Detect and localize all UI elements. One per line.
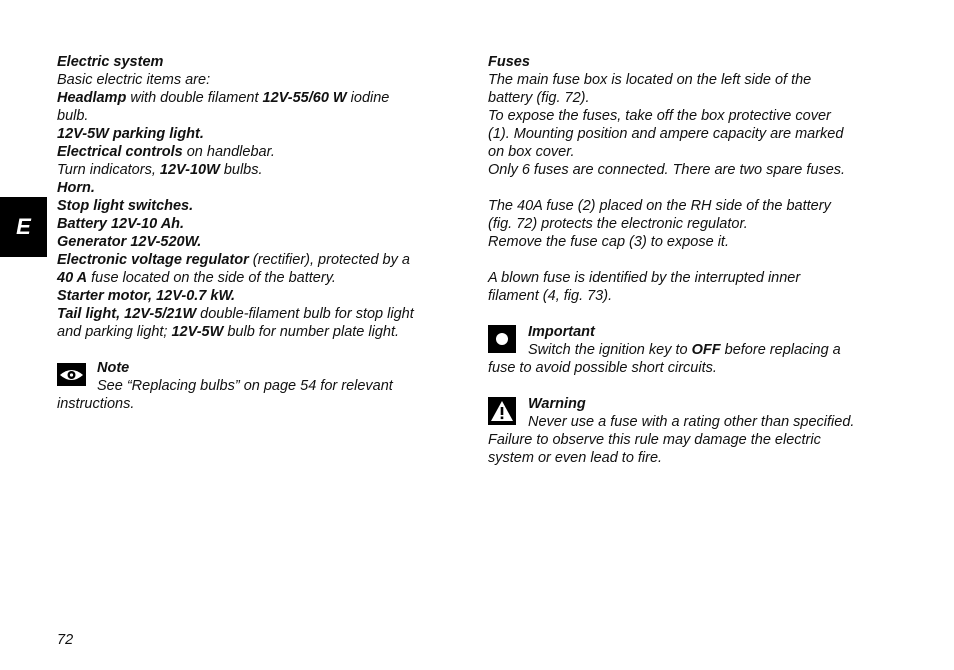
warning-title: Warning — [528, 396, 586, 412]
section-heading-electric-system: Electric system — [57, 54, 164, 70]
important-block — [488, 323, 898, 377]
tail-light-line: Tail light, 12V-5/21W double-filament bulb for stop light — [57, 306, 414, 322]
horn-line: Horn. — [57, 180, 95, 196]
turn-indicators-line: Turn indicators, 12V-10W bulbs. — [57, 162, 263, 178]
important-text: Switch the ignition key to OFF before replacing a — [528, 342, 841, 358]
regulator-line-cont: 40 A fuse located on the side of the battery. — [57, 270, 336, 286]
fuses-text: (1). Mounting position and ampere capacity are marked — [488, 126, 844, 142]
language-tab: E — [0, 197, 47, 257]
fuses-text: battery (fig. 72). — [488, 90, 590, 106]
warning-icon — [488, 397, 516, 425]
fuses-text: Only 6 fuses are connected. There are two spare fuses. — [488, 162, 846, 178]
blown-fuse-text: filament (4, fig. 73). — [488, 288, 613, 304]
headlamp-line: Headlamp with double filament 12V-55/60 W iodine — [57, 90, 390, 106]
important-text-cont: fuse to avoid possible short circuits. — [488, 360, 717, 376]
warning-block — [488, 395, 898, 467]
page-number: 72 — [57, 632, 74, 648]
note-title: Note — [97, 360, 130, 376]
stop-light-line: Stop light switches. — [57, 198, 194, 214]
warning-text: Never use a fuse with a rating other than specified. — [528, 414, 855, 430]
regulator-line: Electronic voltage regulator (rectifier), protected by a — [57, 252, 410, 268]
important-title: Important — [528, 324, 595, 340]
blown-fuse-text: A blown fuse is identified by the interrupted inner — [488, 270, 801, 286]
eye-icon — [57, 363, 86, 386]
starter-motor-line: Starter motor, 12V-0.7 kW. — [57, 288, 236, 304]
electrical-controls-line: Electrical controls on handlebar. — [57, 144, 275, 160]
intro-text: Basic electric items are: — [57, 72, 211, 88]
generator-line: Generator 12V-520W. — [57, 234, 202, 250]
fuses-text: on box cover. — [488, 144, 575, 160]
section-heading-fuses: Fuses — [488, 54, 530, 70]
parking-light-line: 12V-5W parking light. — [57, 126, 204, 142]
note-block — [57, 359, 467, 413]
fuse-40a-text: The 40A fuse (2) placed on the RH side of the battery — [488, 198, 831, 214]
tail-light-line-cont: and parking light; 12V-5W bulb for number plate light. — [57, 324, 400, 340]
warning-text-cont: Failure to observe this rule may damage the electric — [488, 432, 821, 448]
note-text: See “Replacing bulbs” on page 54 for relevant — [97, 378, 393, 394]
right-column — [488, 53, 898, 467]
fuse-40a-text: (fig. 72) protects the electronic regulator. — [488, 216, 748, 232]
fuse-40a-text: Remove the fuse cap (3) to expose it. — [488, 234, 729, 250]
fuses-text: To expose the fuses, take off the box protective cover — [488, 108, 831, 124]
note-text-cont: instructions. — [57, 396, 135, 412]
left-column — [57, 53, 467, 413]
headlamp-line-cont: bulb. — [57, 108, 89, 124]
important-icon — [488, 325, 516, 353]
fuses-text: The main fuse box is located on the left side of the — [488, 72, 812, 88]
warning-text-cont: system or even lead to fire. — [488, 450, 663, 466]
battery-line: Battery 12V-10 Ah. — [57, 216, 185, 232]
